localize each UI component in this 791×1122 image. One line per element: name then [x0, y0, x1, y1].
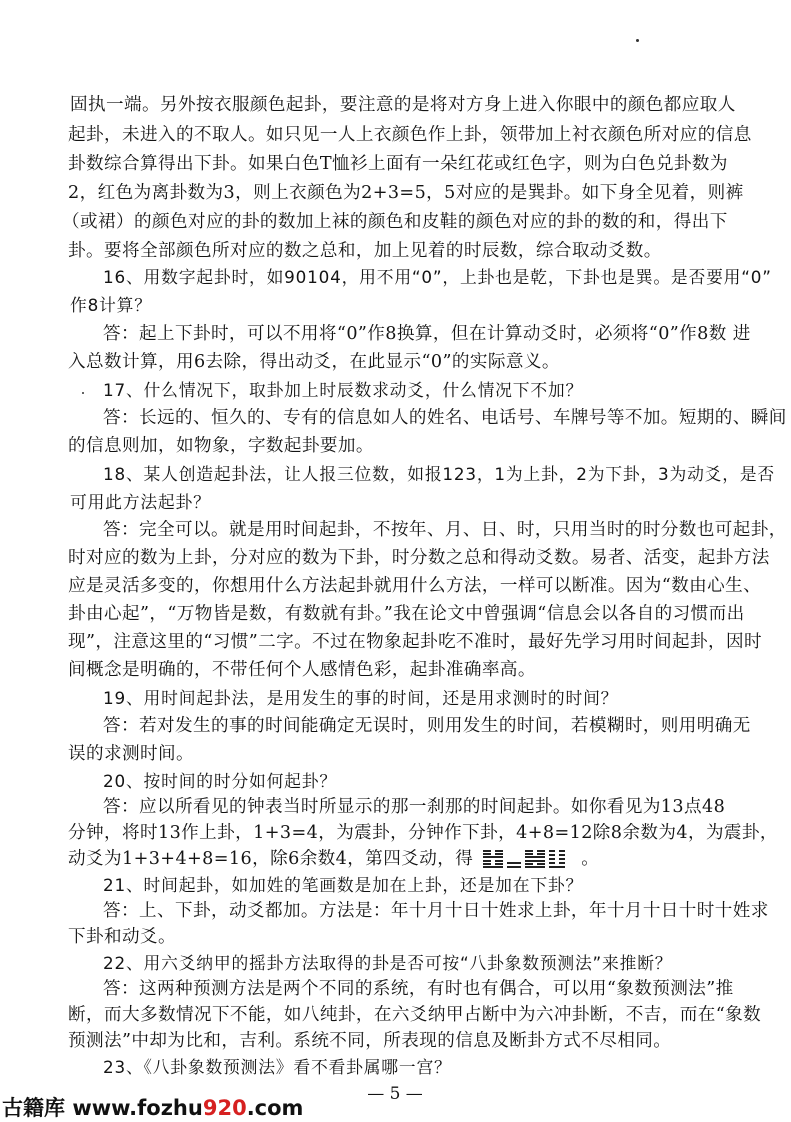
text-line: 分钟，将时13作上卦，1+3=4，为震卦，分钟作下卦，4+8=12除8余数为4，为震卦， [68, 823, 778, 843]
question-line: 18、某人创造起卦法，让人报三位数，如报123，1为上卦，2为下卦，3为动爻，是否 [103, 464, 775, 484]
text-line: 的信息则加，如物象，字数起卦要加。 [68, 436, 374, 456]
watermark-url-3: .com [246, 1096, 304, 1120]
question-line: 20、按时间的时分如何起卦？ [103, 771, 337, 791]
question-line: 23、《八卦象数预测法》看不看卦属哪一宫？ [103, 1057, 452, 1077]
text-line: 答：上、下卦，动爻都加。方法是：年十月十日十姓求上卦，年十月十日十时十姓求 [103, 901, 769, 921]
text-line: 固执一端。另外按衣服颜色起卦，要注意的是将对方身上进入你眼中的颜色都应取人 [70, 95, 736, 115]
question-line: 可用此方法起卦？ [70, 492, 211, 512]
answer-20-cont [68, 848, 599, 870]
watermark-url-1: www.fozhu [72, 1096, 203, 1120]
text-line: 2，红色为离卦数为3，则上衣颜色为2+3=5，5对应的是巽卦。如下身全见着，则裤 [68, 183, 744, 203]
text-line: 答：应以所看见的钟表当时所显示的那一刹那的时间起卦。如你看见为13点48 [103, 797, 726, 817]
text-line: 下卦和动爻。 [68, 927, 176, 947]
text-line: 预测法”中却为比和，吉利。系统不同，所表现的信息及断卦方式不尽相同。 [68, 1031, 672, 1051]
watermark-url-2: 920 [202, 1096, 247, 1120]
text-line: 卦由心起”，“万物皆是数，有数就有卦。”我在论文中曾强调“信息会以各自的习惯而出 [68, 604, 745, 624]
text-line: 答：长远的、恒久的、专有的信息如人的姓名、电话号、车牌号等不加。短期的、瞬间 [103, 408, 787, 428]
text-line: 卦数综合算得出下卦。如果白色T恤衫上面有一朵红花或红色字，则为白色兑卦数为 [68, 154, 728, 174]
question-line: 作8计算？ [70, 295, 152, 315]
question-line: 22、用六爻纳甲的摇卦方法取得的卦是否可按“八卦象数预测法”来推断？ [103, 953, 673, 973]
hexagram-pair [481, 848, 567, 870]
site-watermark [2, 1092, 303, 1122]
text-line: 断，而大多数情况下不能，如八纯卦，在六爻纳甲占断中为六冲卦断，不吉，而在“象数 [68, 1005, 762, 1025]
text-line: 答：这两种预测方法是两个不同的系统，有时也有偶合，可以用“象数预测法”推 [103, 979, 734, 999]
text-line: 入总数计算，用6去除，得出动爻，在此显示“0”的实际意义。 [68, 352, 560, 372]
watermark-cn: 古籍库 [2, 1096, 65, 1120]
answer-20-text: 动爻为1+3+4+8=16，除6余数4，第四爻动，得 [68, 849, 474, 869]
question-line: 17、什么情况下，取卦加上时辰数求动爻，什么情况下不加？ [103, 380, 584, 400]
text-line: 间概念是明确的，不带任何个人感情色彩，起卦准确率高。 [68, 660, 536, 680]
scan-speck [636, 39, 639, 42]
text-line: 卦。要将全部颜色所对应的数之总和，加上见着的时辰数，综合取动爻数。 [68, 241, 662, 261]
text-line: 答：若对发生的事的时间能确定无误时，则用发生的时间，若模糊时，则用明确无 [103, 716, 751, 736]
question-line: 16、用数字起卦时，如90104，用不用“0”，上卦也是乾，下卦也是巽。是否要用“0” [103, 267, 772, 287]
hexagram-zhen-changed-icon [525, 850, 545, 868]
text-line: 时对应的数为上卦，分对应的数为下卦，时分数之总和得动爻数。易者、活变，起卦方法 [68, 548, 770, 568]
hexagram-arrow-icon [507, 850, 521, 868]
hexagram-zhen-icon [483, 850, 503, 868]
question-line: 19、用时间起卦法，是用发生的事的时间，还是用求测时的时间？ [103, 688, 619, 708]
answer-20-end: 。 [581, 849, 600, 869]
text-line: 答：完全可以。就是用时间起卦，不按年、月、日、时，只用当时的时分数也可起卦， [103, 520, 787, 540]
hexagram-lines-icon [549, 850, 565, 868]
text-line: 现”，注意这里的“习惯”二字。不过在物象起卦吃不准时，最好先学习用时间起卦，因时 [68, 632, 762, 652]
text-line: （或裙）的颜色对应的卦的数加上袜的颜色和皮鞋的颜色对应的卦的数的和，得出下 [62, 212, 728, 232]
text-line: 答：起上下卦时，可以不用将“0”作8换算，但在计算动爻时，必须将“0”作8数 进 [103, 324, 751, 344]
page-number: — 5 — [367, 1084, 423, 1104]
text-line: 误的求测时间。 [68, 744, 194, 764]
question-line: 21、时间起卦，如加姓的笔画数是加在上卦，还是加在下卦？ [103, 875, 584, 895]
scan-speck [82, 392, 84, 394]
text-line: 应是灵活多变的，你想用什么方法起卦就用什么方法，一样可以断准。因为“数由心生、 [68, 576, 762, 596]
text-line: 起卦，未进入的不取人。如只见一人上衣颜色作上卦，领带加上衬衣颜色所对应的信息 [68, 125, 752, 145]
